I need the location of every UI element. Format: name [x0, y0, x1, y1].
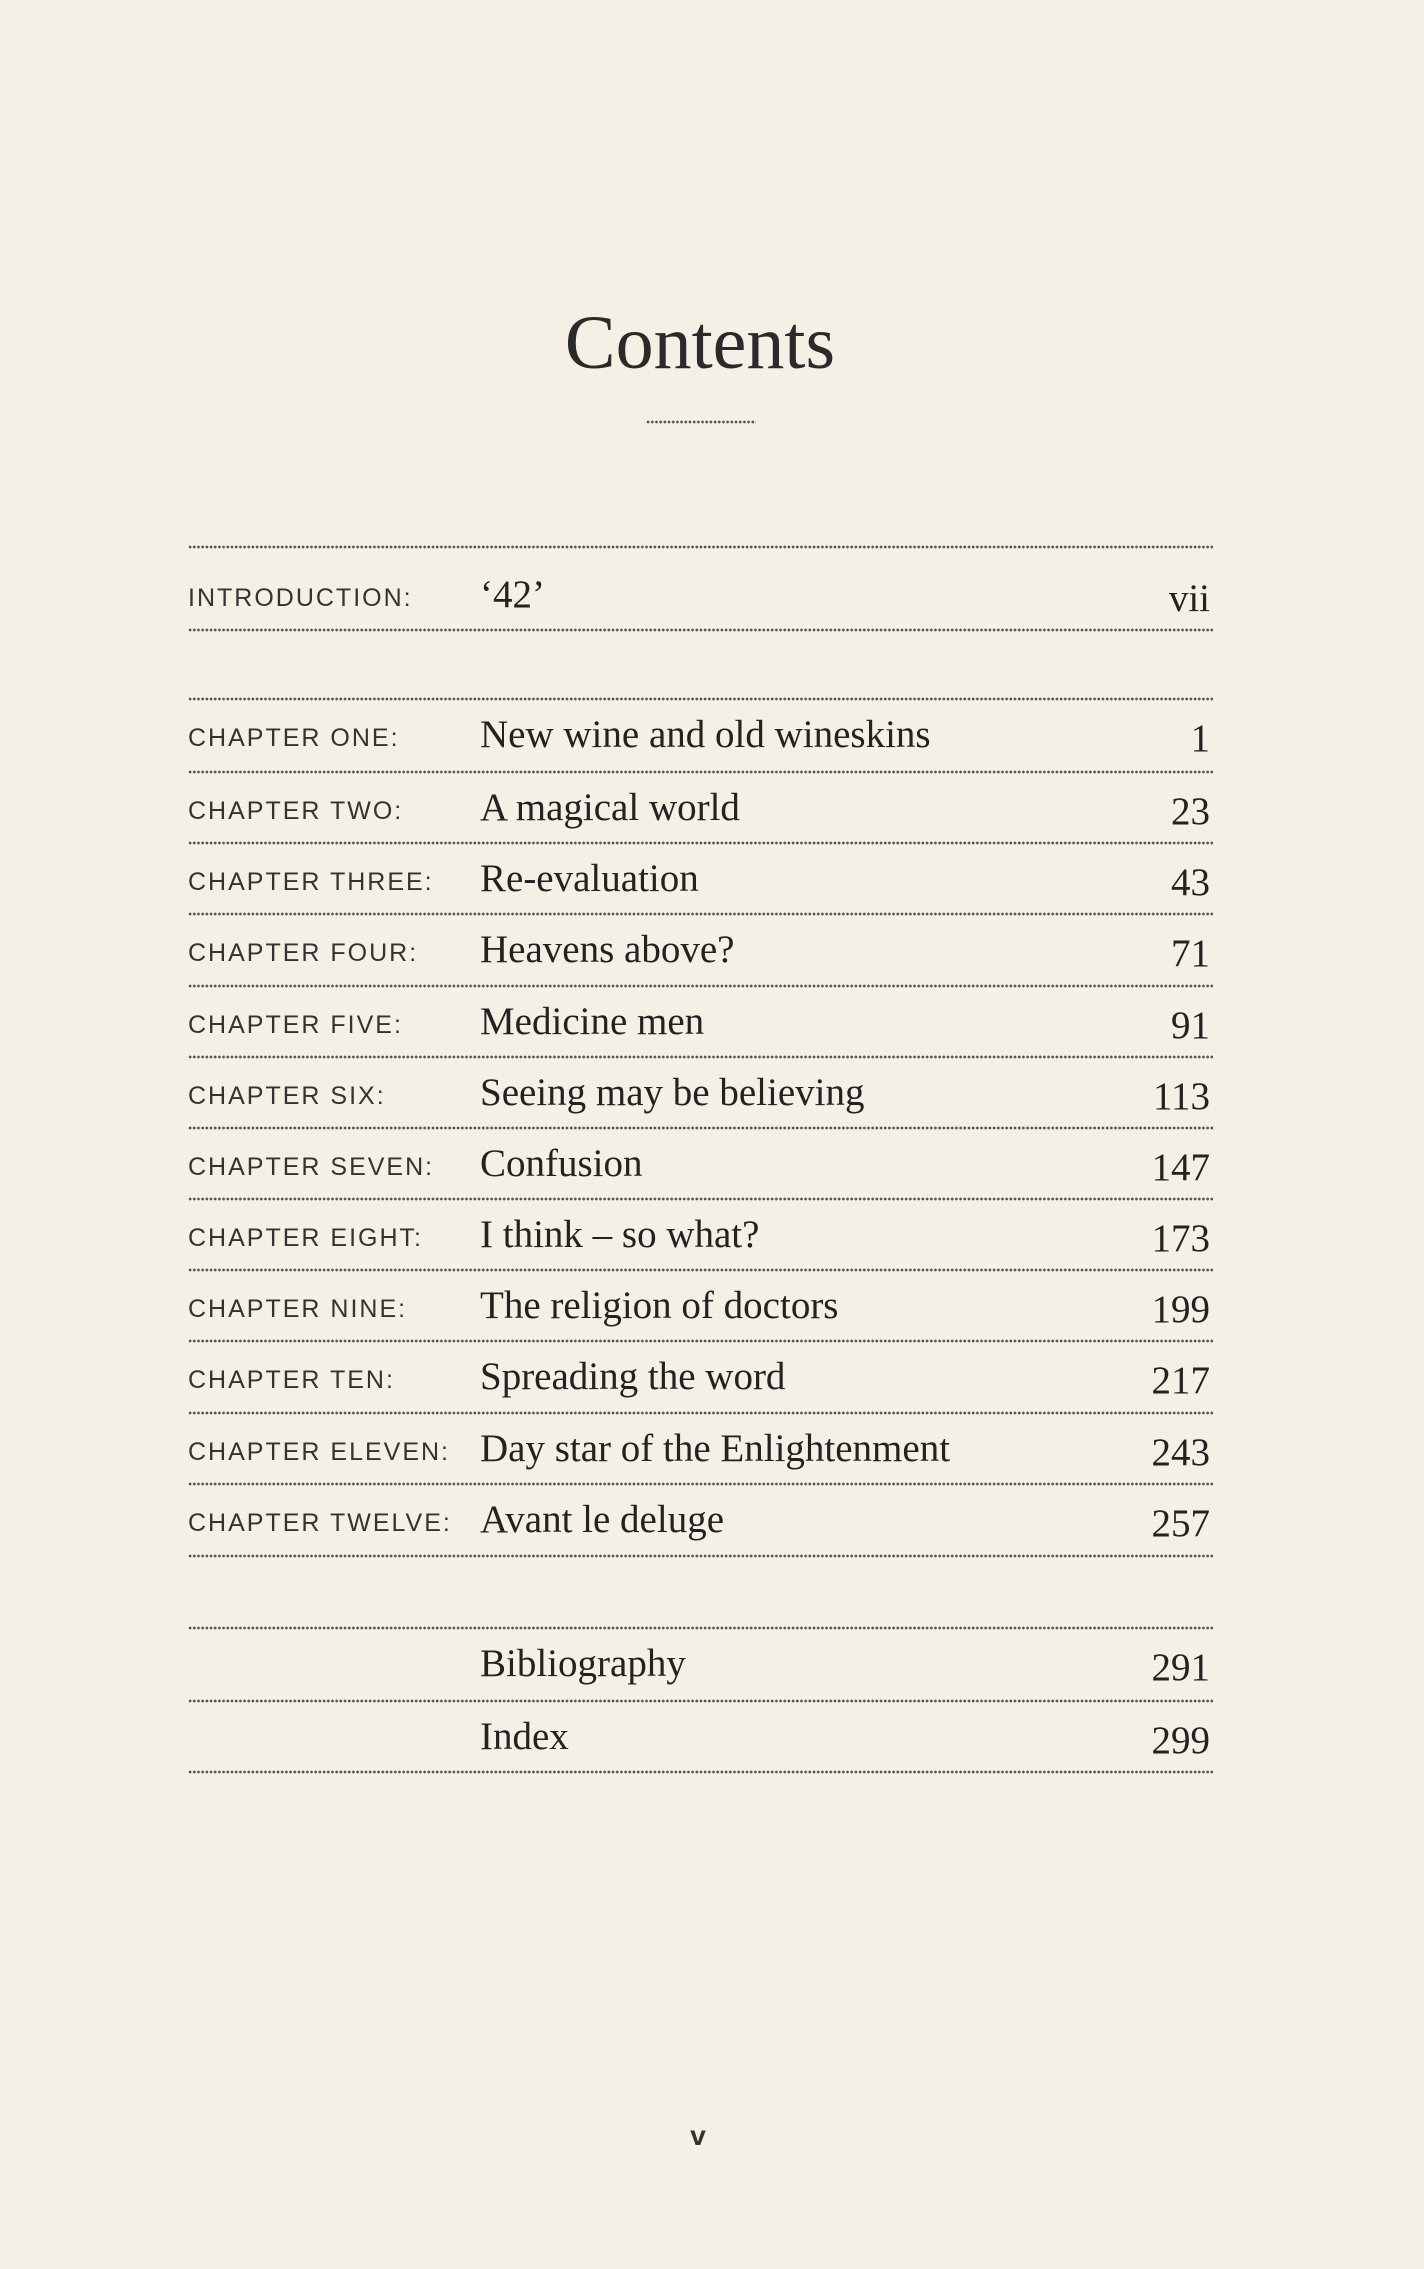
dotted-rule — [188, 1699, 1213, 1703]
chapter-title: Re-evaluation — [480, 857, 699, 900]
chapter-title: Spreading the word — [480, 1355, 786, 1398]
toc-entry[interactable] — [188, 565, 1210, 625]
page-ref: 173 — [1151, 1217, 1210, 1260]
dotted-rule — [188, 1126, 1213, 1130]
page-number: v — [690, 2120, 706, 2151]
dotted-rule — [188, 628, 1213, 632]
dotted-rule — [188, 545, 1213, 549]
toc-entry[interactable] — [188, 920, 1210, 980]
chapter-label: CHAPTER FIVE: — [188, 1011, 403, 1039]
chapter-title: Avant le deluge — [480, 1498, 725, 1541]
dotted-rule — [188, 912, 1213, 916]
toc-entry[interactable] — [188, 1490, 1210, 1550]
dotted-rule — [188, 1268, 1213, 1272]
chapter-title: Day star of the Enlightenment — [480, 1427, 951, 1470]
page-ref: 91 — [1171, 1004, 1210, 1047]
chapter-title: The religion of doctors — [480, 1284, 839, 1327]
chapter-label: CHAPTER SIX: — [188, 1082, 386, 1110]
page-ref: 243 — [1151, 1431, 1210, 1474]
chapter-title: Index — [480, 1715, 569, 1758]
page-ref: 291 — [1151, 1646, 1210, 1689]
dotted-rule — [188, 1339, 1213, 1343]
toc-entry[interactable] — [188, 1276, 1210, 1336]
dotted-rule — [188, 1482, 1213, 1486]
toc-entry[interactable] — [188, 1063, 1210, 1123]
page-ref: vii — [1168, 577, 1210, 620]
toc-entry[interactable] — [188, 849, 1210, 909]
page-ref: 217 — [1151, 1359, 1210, 1402]
toc-entry[interactable] — [188, 1634, 1210, 1694]
chapter-label: CHAPTER THREE: — [188, 868, 434, 896]
chapter-label: CHAPTER TWELVE: — [188, 1509, 452, 1537]
chapter-label: CHAPTER ONE: — [188, 724, 400, 752]
page-ref: 71 — [1171, 932, 1210, 975]
dotted-rule — [188, 1411, 1213, 1415]
page-ref: 199 — [1151, 1288, 1210, 1331]
toc-entry[interactable] — [188, 1347, 1210, 1407]
toc-entry[interactable] — [188, 705, 1210, 765]
dotted-rule — [188, 1055, 1213, 1059]
dotted-rule — [188, 841, 1213, 845]
chapter-label: CHAPTER NINE: — [188, 1295, 408, 1323]
dotted-rule — [188, 1626, 1213, 1630]
dotted-rule — [188, 770, 1213, 774]
dotted-rule — [188, 697, 1213, 701]
chapter-title: New wine and old wineskins — [480, 713, 931, 756]
toc-entry[interactable] — [188, 1707, 1210, 1767]
chapter-title: Heavens above? — [480, 928, 735, 971]
chapter-label: CHAPTER FOUR: — [188, 939, 419, 967]
chapter-label: CHAPTER TWO: — [188, 797, 404, 825]
page-ref: 257 — [1151, 1502, 1210, 1545]
chapter-label: CHAPTER ELEVEN: — [188, 1438, 451, 1466]
chapter-title: Seeing may be believing — [480, 1071, 865, 1114]
dotted-rule — [188, 1197, 1213, 1201]
page-ref: 43 — [1171, 861, 1210, 904]
toc-entry[interactable] — [188, 1205, 1210, 1265]
dotted-rule — [188, 1770, 1213, 1774]
chapter-title: Bibliography — [480, 1642, 686, 1685]
chapter-label: CHAPTER EIGHT: — [188, 1224, 423, 1252]
toc-entry[interactable] — [188, 1134, 1210, 1194]
page-ref: 299 — [1151, 1719, 1210, 1762]
chapter-title: I think – so what? — [480, 1213, 760, 1256]
toc-entry[interactable] — [188, 992, 1210, 1052]
chapter-title: Confusion — [480, 1142, 643, 1185]
page-ref: 1 — [1190, 717, 1210, 760]
chapter-label: CHAPTER SEVEN: — [188, 1153, 435, 1181]
title-ornament — [646, 420, 756, 424]
toc-entry[interactable] — [188, 778, 1210, 838]
chapter-title: ‘42’ — [480, 573, 545, 616]
chapter-title: A magical world — [480, 786, 740, 829]
page-ref: 147 — [1151, 1146, 1210, 1189]
chapter-label: CHAPTER TEN: — [188, 1366, 395, 1394]
dotted-rule — [188, 984, 1213, 988]
chapter-title: Medicine men — [480, 1000, 705, 1043]
page-ref: 23 — [1171, 790, 1210, 833]
page-title: Contents — [564, 301, 836, 385]
toc-entry[interactable] — [188, 1419, 1210, 1479]
dotted-rule — [188, 1554, 1213, 1558]
chapter-label: INTRODUCTION: — [188, 584, 413, 612]
page-ref: 113 — [1152, 1075, 1210, 1118]
